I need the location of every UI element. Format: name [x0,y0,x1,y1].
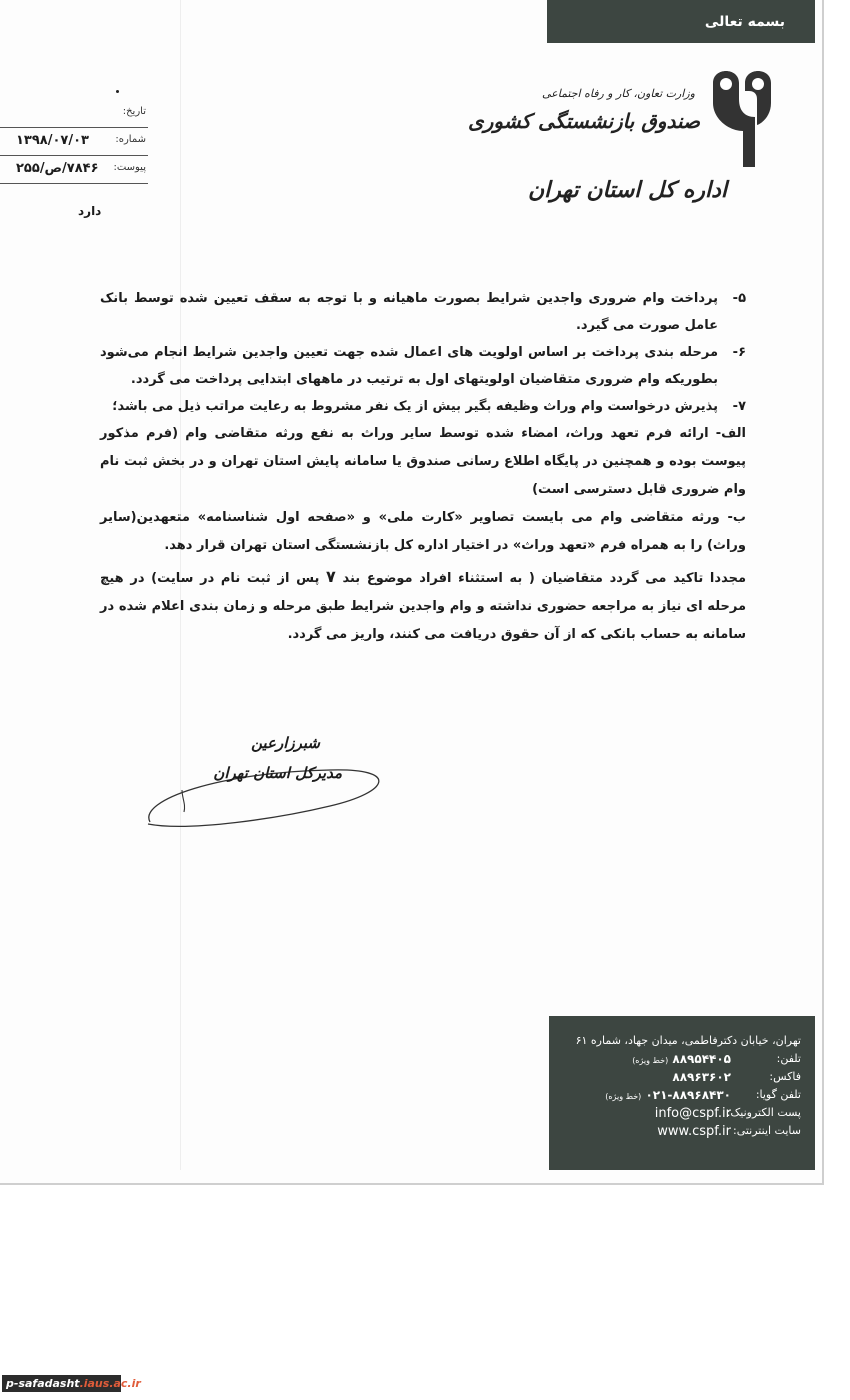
clause-be: ب- ورثه متقاضی وام می بایست تصاویر «کارت ملی» و «صفحه اول شناسنامه» متعهدین(سایر وراث) را به همراه فرم «تعهد وراث» در اختیار اداره کل بازنشستگی استان تهران قرار دهد. [100,510,746,553]
date-label: تاریخ: [122,106,146,117]
attachment-row [0,156,148,184]
number-row [0,128,148,156]
cspf-logo-icon [705,69,779,169]
address-text: تهران، خیابان دکترفاطمی، میدان جهاد، شماره ۶۱ [575,1034,801,1047]
phone-label: تلفن: [776,1052,801,1065]
scan-dot [116,90,119,93]
contact-footer [549,1016,815,1170]
attachment-status: دارد [78,204,102,218]
ministry-name: وزارت تعاون، کار و رفاه اجتماعی [541,87,695,100]
ivr-value: ۰۲۱-۸۸۹۶۸۴۳۰ (خط ویژه) [605,1088,731,1102]
office-name: اداره کل استان تهران [528,177,727,203]
item-6 [100,339,746,393]
item-number: ۵- [732,291,746,306]
fax-value: ۸۸۹۶۳۶۰۲ [672,1070,731,1084]
item-7 [100,393,746,420]
clause-alef: الف- ارائه فرم تعهد وراث، امضاء شده توسط سایر وراث به نفع ورثه متقاضی وام (فرم مذکور پیوست بوده و همچنین در پایگاه اطلاع رسانی صندوق یا سامانه پایش استان تهران و در بخش ثبت نام وام ضروری قابل دسترسی است) [100,426,746,497]
item-text: مرحله بندی پرداخت بر اساس اولویت های اعمال شده جهت تعیین واجدین شرایط انجام می‌شود بطوریکه وام ضروری متقاضیان اولویتهای اول به ترتیب در ماههای ابتدایی پرداخت می گردد. [100,345,718,387]
item-text: پذیرش درخواست وام وراث وظیفه بگیر بیش از یک نفر مشروط به رعایت مراتب ذیل می باشد؛ [112,399,718,414]
source-watermark [2,1375,141,1392]
attachment-value: ۷۸۴۶/ص/۲۵۵ [16,161,99,176]
fax-label: فاکس: [769,1070,801,1083]
website-label: سایت اینترنتی: [732,1124,801,1137]
number-label: شماره: [115,134,146,145]
closing-part-b: پس از ثبت نام در سایت) در هیچ مرحله ای نیاز به مراجعه حضوری نداشته و وام واجدین شرایط طبق مرحله و زمان بندی اعلام شده در سامانه به حساب بانکی که از آن حقوق دریافت می کنند، واریز می گردد. [100,571,746,642]
closing-part-a: مجددا تاکید می گردد متقاضیان ( به استثناء افراد موضوع بند [342,571,746,586]
attachment-label: پیوست: [113,162,146,173]
ivr-note: (خط ویژه) [605,1092,642,1101]
organization-logo-block [468,65,785,225]
website-link[interactable]: www.cspf.ir [657,1124,731,1139]
phone-row [563,1052,801,1070]
fund-name: صندوق بازنشستگی کشوری [468,109,700,133]
signatory-title: مدیرکل استان تهران [213,764,342,782]
basmala-band [547,0,815,43]
signatory-name: شبرزارعین [251,734,320,752]
fax-row [563,1070,801,1088]
email-row [563,1106,801,1124]
watermark-suffix: .iaus.ac.ir [79,1377,141,1390]
letter-meta-box [0,100,148,184]
item-number: ۷- [732,399,746,414]
item-text: پرداخت وام ضروری واجدین شرایط بصورت ماهیانه و با توجه به سقف تعیین شده توسط بانک عامل صورت می گیرد. [100,291,718,333]
letter-body [100,285,746,649]
phone-value: ۸۸۹۵۴۴۰۵ (خط ویژه) [632,1052,731,1066]
website-row [563,1124,801,1142]
item-number: ۶- [732,345,746,360]
item-5 [100,285,746,339]
closing-clause-number: ۷ [326,567,336,586]
address-row [563,1034,801,1052]
ivr-row [563,1088,801,1106]
phone-note: (خط ویژه) [632,1056,669,1065]
signature-block [130,730,390,840]
watermark-prefix: p-safadasht [6,1377,80,1390]
number-value: ۱۳۹۸/۰۷/۰۳ [16,133,89,148]
email-label: پست الکترونیک: [726,1106,801,1119]
email-link[interactable]: info@cspf.ir [654,1106,731,1121]
ivr-label: تلفن گویا: [755,1088,801,1101]
basmala-text: بسمه تعالی [704,13,785,30]
date-row [0,100,148,128]
closing-paragraph [100,563,746,649]
